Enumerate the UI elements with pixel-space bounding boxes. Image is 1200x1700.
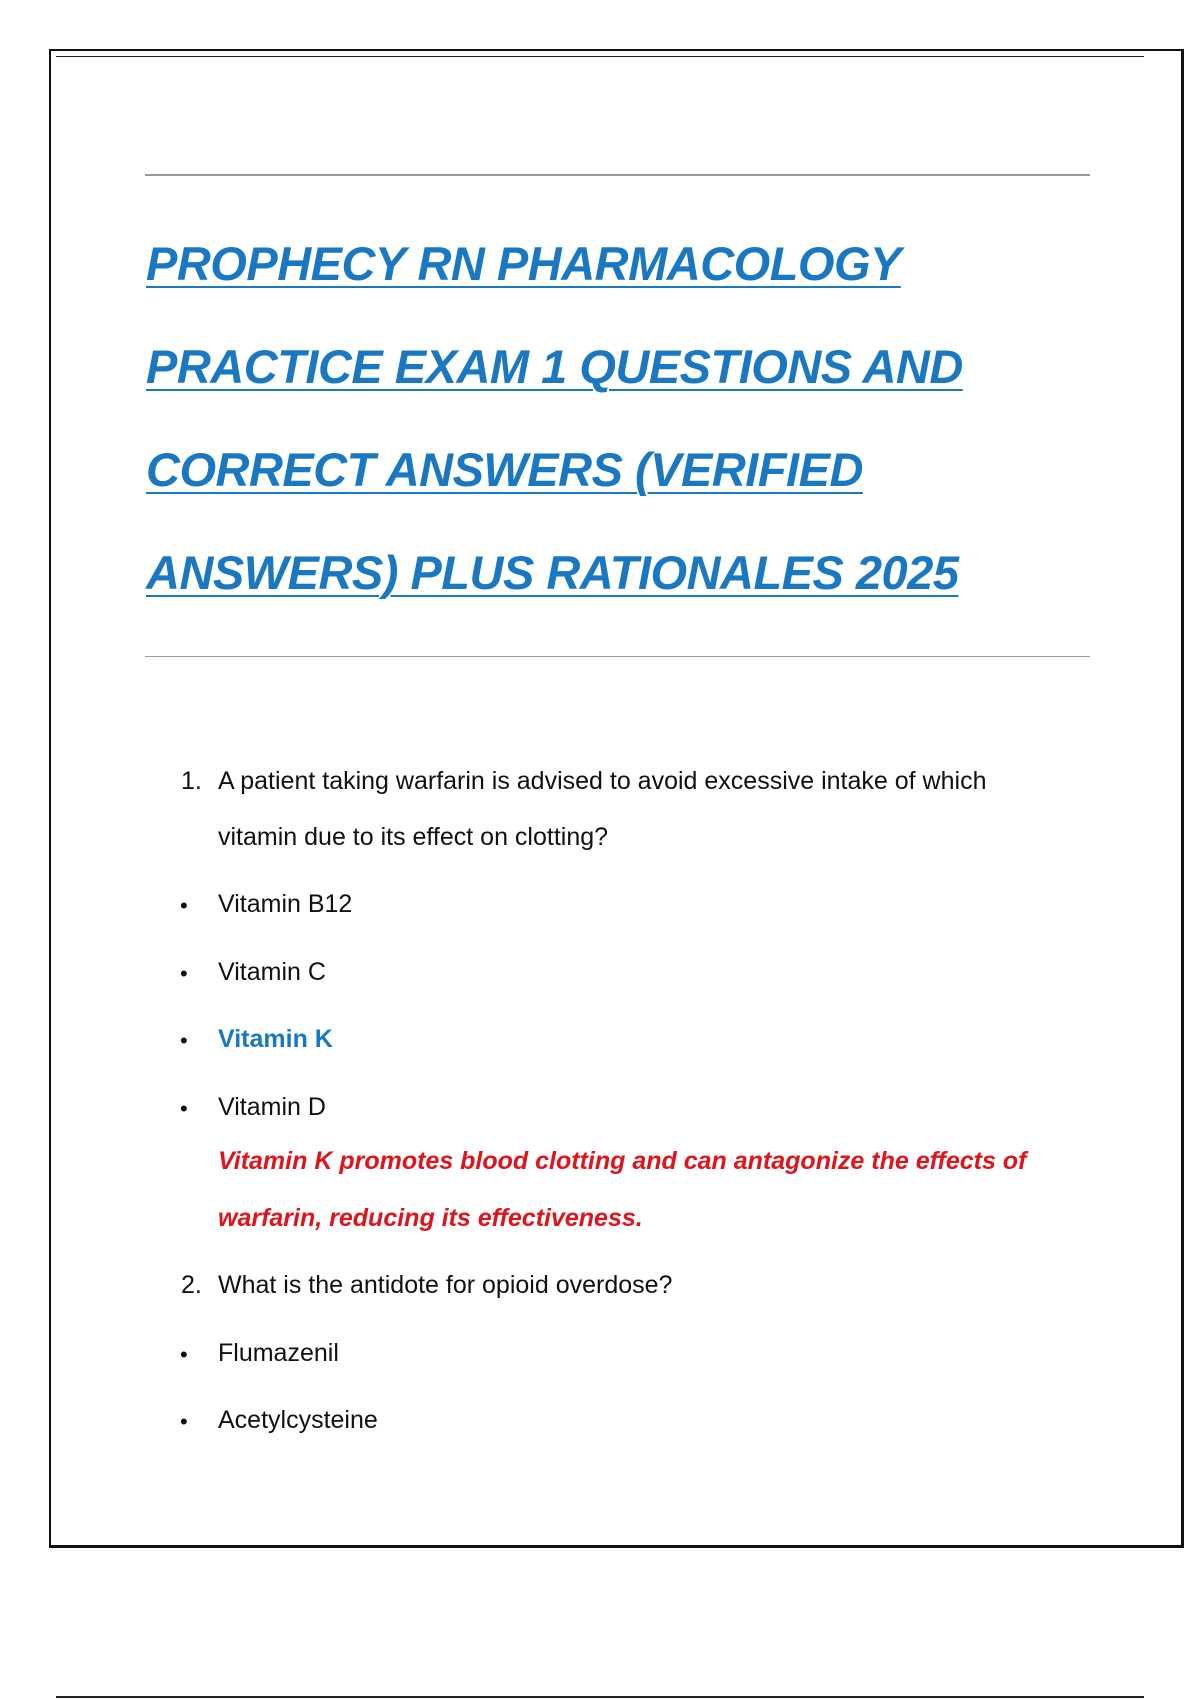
title-line: ANSWERS) PLUS RATIONALES 2025 — [146, 546, 959, 599]
bullet-icon: • — [180, 1028, 188, 1053]
answer-option: Flumazenil — [218, 1339, 339, 1367]
title-line: CORRECT ANSWERS (VERIFIED — [146, 443, 863, 496]
question-text-line: A patient taking warfarin is advised to avoid excessive intake of which — [218, 767, 987, 795]
question-text-line: What is the antidote for opioid overdose? — [218, 1271, 673, 1299]
bullet-icon: • — [180, 1409, 188, 1434]
rationale-text-line: Vitamin K promotes blood clotting and can antagonize the effects of — [218, 1147, 1027, 1175]
question-number: 2. — [181, 1271, 202, 1299]
answer-option: Vitamin D — [218, 1093, 326, 1121]
bullet-icon: • — [180, 1342, 188, 1367]
bullet-icon: • — [180, 893, 188, 918]
title-line: PRACTICE EXAM 1 QUESTIONS AND — [146, 340, 963, 393]
rationale-text-line: warfarin, reducing its effectiveness. — [218, 1204, 643, 1232]
answer-option-correct: Vitamin K — [218, 1025, 333, 1053]
answer-option: Vitamin C — [218, 958, 326, 986]
answer-option: Acetylcysteine — [218, 1406, 378, 1434]
question-text-line: vitamin due to its effect on clotting? — [218, 823, 609, 851]
bullet-icon: • — [180, 961, 188, 986]
answer-option: Vitamin B12 — [218, 890, 353, 918]
title-line: PROPHECY RN PHARMACOLOGY — [146, 237, 901, 290]
question-number: 1. — [181, 767, 202, 795]
next-page-top-rule — [56, 1696, 1144, 1698]
bullet-icon: • — [180, 1096, 188, 1121]
